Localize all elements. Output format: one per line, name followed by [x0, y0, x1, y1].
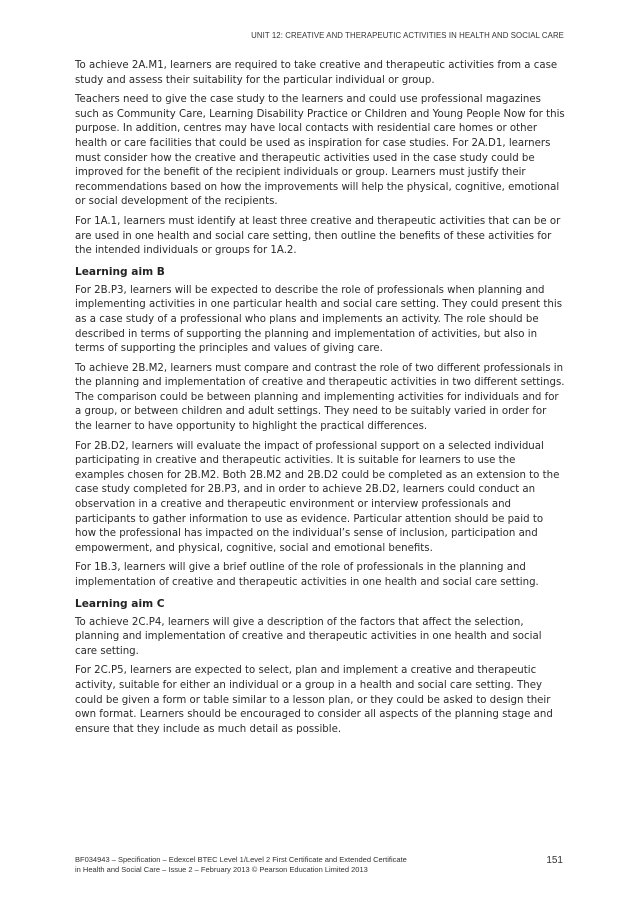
paragraph: For 2B.P3, learners will be expected to describe the role of professionals when planning and implementing activities in one particular health and social care setting. They could present this as a case study of a professional who plans and implements an activity. The role should be described in terms of supporting the planning and implementation of activities, but also in terms of supporting the principles and values of giving care.: [75, 284, 562, 355]
paragraph: To achieve 2A.M1, learners are required to take creative and therapeutic activities from a case study and assess their suitability for the particular individual or group.: [75, 60, 558, 86]
paragraph: For 1B.3, learners will give a brief outline of the role of professionals in the planning and implementation of creative and therapeutic activities in one health and social care setting.: [75, 562, 539, 588]
paragraph: Teachers need to give the case study to the learners and could use professional magazines such as Community Care, Learning Disability Practice or Children and Young People Now for this purpose. In addition, centres may have local contacts with residential care homes or other health or care facilities that could be used as inspiration for case studies. For 2A.D1, learners must consider how the creative and therapeutic activities used in the case study could be improved for the benefit of the recipient individuals or group. Learners must justify their recommendations based on how the improvements will help the physical, cognitive, emotional or social development of the recipients.: [75, 94, 565, 208]
running-head: UNIT 12: CREATIVE AND THERAPEUTIC ACTIVITIES IN HEALTH AND SOCIAL CARE: [251, 31, 564, 40]
paragraph: To achieve 2B.M2, learners must compare and contrast the role of two different professionals in the planning and implementation of creative and therapeutic activities in two different settings. The comparison could be between planning and implementing activities for individuals and for a group, or between children and adult settings. They need to be suitably varied in order for the learner to have opportunity to highlight the practical differences.: [75, 362, 565, 433]
section-heading-learning-aim-c: Learning aim C: [75, 597, 165, 610]
page-footer: [75, 855, 565, 876]
section-heading-learning-aim-b: Learning aim B: [75, 265, 165, 278]
footer-imprint-line: in Health and Social Care – Issue 2 – February 2013 © Pearson Education Limited 2013: [75, 865, 368, 875]
body-text: [75, 59, 565, 742]
page-number: 151: [546, 855, 563, 866]
footer-imprint: [75, 855, 495, 876]
paragraph: To achieve 2C.P4, learners will give a description of the factors that affect the selection, planning and implementation of creative and therapeutic activities in one health and social care setting.: [75, 616, 542, 657]
footer-imprint-line: BF034943 – Specification – Edexcel BTEC Level 1/Level 2 First Certificate and Extended Certificate: [75, 855, 407, 864]
paragraph: For 2C.P5, learners are expected to select, plan and implement a creative and therapeutic activity, suitable for either an individual or a group in a health and social care setting. They could be given a form or table similar to a lesson plan, or they could be asked to design their own format. Learners should be encouraged to consider all aspects of the planning stage and ensure that they include as much detail as possible.: [75, 665, 553, 735]
paragraph: For 1A.1, learners must identify at least three creative and therapeutic activities that can be or are used in one health and social care setting, then outline the benefits of these activities for the intended individuals or groups for 1A.2.: [75, 215, 561, 257]
paragraph: For 2B.D2, learners will evaluate the impact of professional support on a selected individual participating in creative and therapeutic activities. It is suitable for learners to use the examples chosen for 2B.M2. Both 2B.M2 and 2B.D2 could be completed as an extension to the case study completed for 2B.P3, and in order to achieve 2B.D2, learners could conduct an observation in a creative and therapeutic environment or interview professionals and participants to gather information to use as evidence. Particular attention should be paid to how the professional has impacted on the individual’s sense of inclusion, participation and empowerment, and physical, cognitive, social and emotional benefits.: [75, 440, 560, 554]
